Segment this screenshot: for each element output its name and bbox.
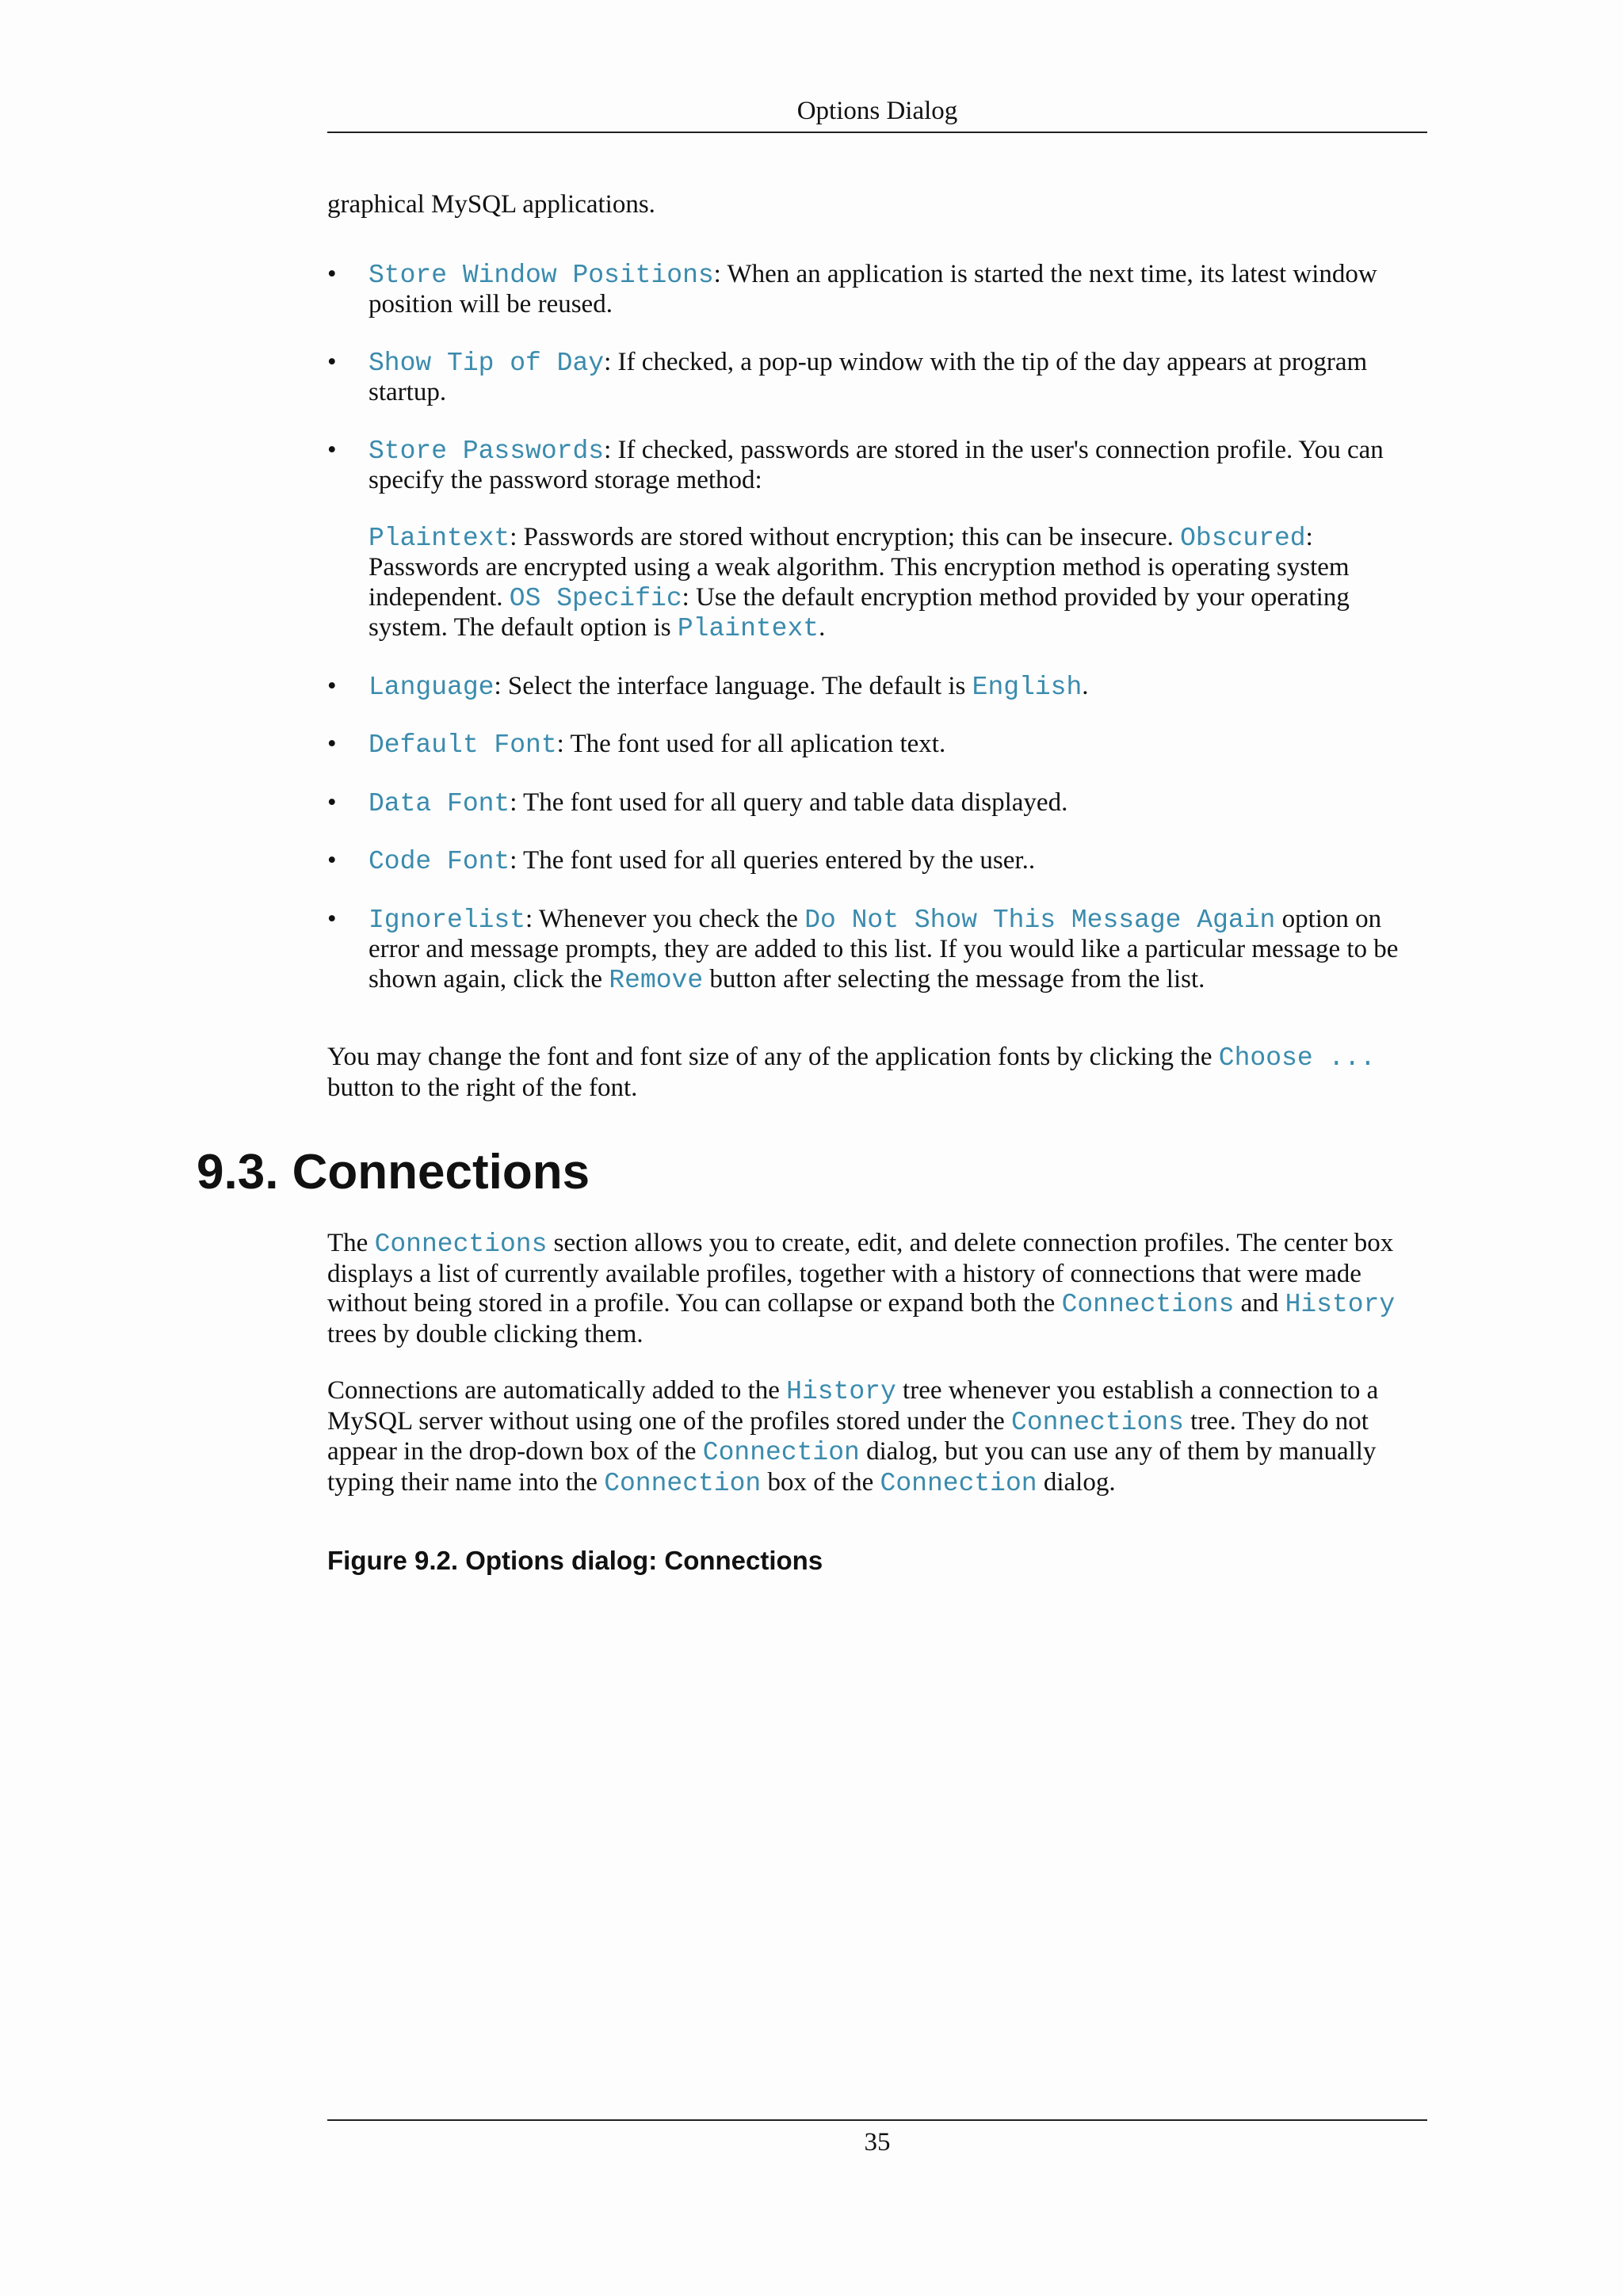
option-desc: : When an application is started the next time, its latest window position will be reused.	[369, 259, 1377, 318]
bullet: •	[327, 730, 337, 758]
option-term: Do Not Show This Message Again	[804, 905, 1276, 935]
method-desc: : Passwords are stored without encryption; this can be insecure.	[510, 522, 1181, 551]
text: dialog.	[1037, 1467, 1116, 1497]
code-term: Connections	[1061, 1290, 1235, 1319]
document-body	[327, 190, 1427, 1103]
method-term: Plaintext	[677, 614, 819, 643]
list-item	[327, 348, 1427, 408]
code-term: Connection	[702, 1438, 860, 1467]
bullet: •	[327, 846, 337, 875]
method-term: OS Specific	[509, 583, 682, 613]
list-item	[327, 260, 1427, 320]
option-term: Store Window Positions	[369, 260, 714, 290]
text: tree. They do not appear in the drop-down box of the	[327, 1406, 1369, 1466]
closing-text: You may change the font and font size of any of the application fonts by clicking the	[327, 1043, 1219, 1071]
code-term: Connection	[604, 1468, 762, 1498]
option-desc: .	[1082, 671, 1089, 700]
method-desc: .	[819, 613, 826, 642]
list-item	[327, 730, 1427, 761]
text: trees by double clicking them.	[327, 1319, 643, 1348]
closing-paragraph	[327, 1043, 1427, 1103]
method-term: Plaintext	[369, 523, 510, 553]
option-term: Language	[369, 672, 495, 702]
password-methods-paragraph	[369, 523, 1427, 644]
section-body	[327, 1229, 1427, 1603]
footer-rule	[327, 2119, 1427, 2121]
option-desc: button after selecting the message from the list.	[703, 964, 1205, 994]
option-term: Ignorelist	[369, 905, 526, 935]
choose-term: Choose ...	[1218, 1043, 1376, 1073]
option-desc: : If checked, passwords are stored in the user's connection profile. You can specify the password storage method:	[369, 435, 1384, 494]
section-title: 9.3. Connections	[197, 1145, 590, 1199]
bullet: •	[327, 347, 337, 376]
option-desc: : Select the interface language. The default is	[494, 671, 972, 700]
list-item	[327, 905, 1427, 996]
option-desc: option on error and message prompts, they are added to this list. If you would like a particular message to be shown again, click the	[369, 904, 1399, 994]
bullet: •	[327, 671, 337, 700]
option-desc: : The font used for all queries entered by the user..	[510, 846, 1036, 875]
list-item	[327, 436, 1427, 644]
list-item	[327, 788, 1427, 819]
options-list	[327, 260, 1427, 996]
code-term: Connections	[1011, 1407, 1184, 1437]
option-term: Default Font	[369, 730, 557, 760]
option-desc: : The font used for all query and table data displayed.	[510, 788, 1068, 817]
bullet: •	[327, 435, 337, 464]
page-header	[327, 93, 1427, 133]
method-term: Obscured	[1180, 523, 1306, 553]
code-term: History	[786, 1377, 896, 1406]
text: tree whenever you establish a connection to a MySQL server without using one of the profiles stored under the	[327, 1376, 1379, 1436]
code-term: History	[1285, 1290, 1396, 1319]
option-term: Remove	[609, 965, 704, 995]
option-term: Store Passwords	[369, 436, 605, 466]
option-term: Show Tip of Day	[369, 348, 605, 378]
option-desc: : The font used for all aplication text.	[556, 730, 946, 758]
code-term: Connection	[880, 1468, 1037, 1498]
option-term: Data Font	[369, 788, 510, 818]
connections-paragraph-2	[327, 1376, 1427, 1498]
option-term: Code Font	[369, 847, 510, 876]
option-desc: : Whenever you check the	[525, 904, 805, 933]
bullet: •	[327, 788, 337, 817]
method-desc: : Passwords are encrypted using a weak algorithm. This encryption method is operating system independent.	[369, 522, 1350, 612]
method-desc: : Use the default encryption method provided by your operating system. The default option is	[369, 582, 1350, 642]
page-number: 35	[864, 2128, 891, 2157]
text: The	[327, 1229, 375, 1257]
text: Connections are automatically added to the	[327, 1376, 787, 1405]
bullet: •	[327, 259, 337, 288]
closing-text: button to the right of the font.	[327, 1073, 638, 1102]
text: and	[1234, 1289, 1285, 1318]
option-term: English	[972, 672, 1083, 702]
text: section allows you to create, edit, and delete connection profiles. The center box displays a list of currently available profiles, together with a history of connections that were made without being stored in a profile. You can collapse or expand both the	[327, 1229, 1394, 1318]
list-item	[327, 672, 1427, 703]
figure-caption: Figure 9.2. Options dialog: Connections	[327, 1546, 823, 1575]
connections-paragraph-1	[327, 1229, 1427, 1349]
text: box of the	[761, 1467, 880, 1497]
list-item	[327, 846, 1427, 877]
text: dialog, but you can use any of them by manually typing their name into the	[327, 1437, 1377, 1497]
bullet: •	[327, 904, 337, 933]
intro-text: graphical MySQL applications.	[327, 190, 655, 219]
header-title: Options Dialog	[796, 97, 958, 125]
option-desc: : If checked, a pop-up window with the tip of the day appears at program startup.	[369, 347, 1368, 406]
code-term: Connections	[374, 1230, 548, 1259]
